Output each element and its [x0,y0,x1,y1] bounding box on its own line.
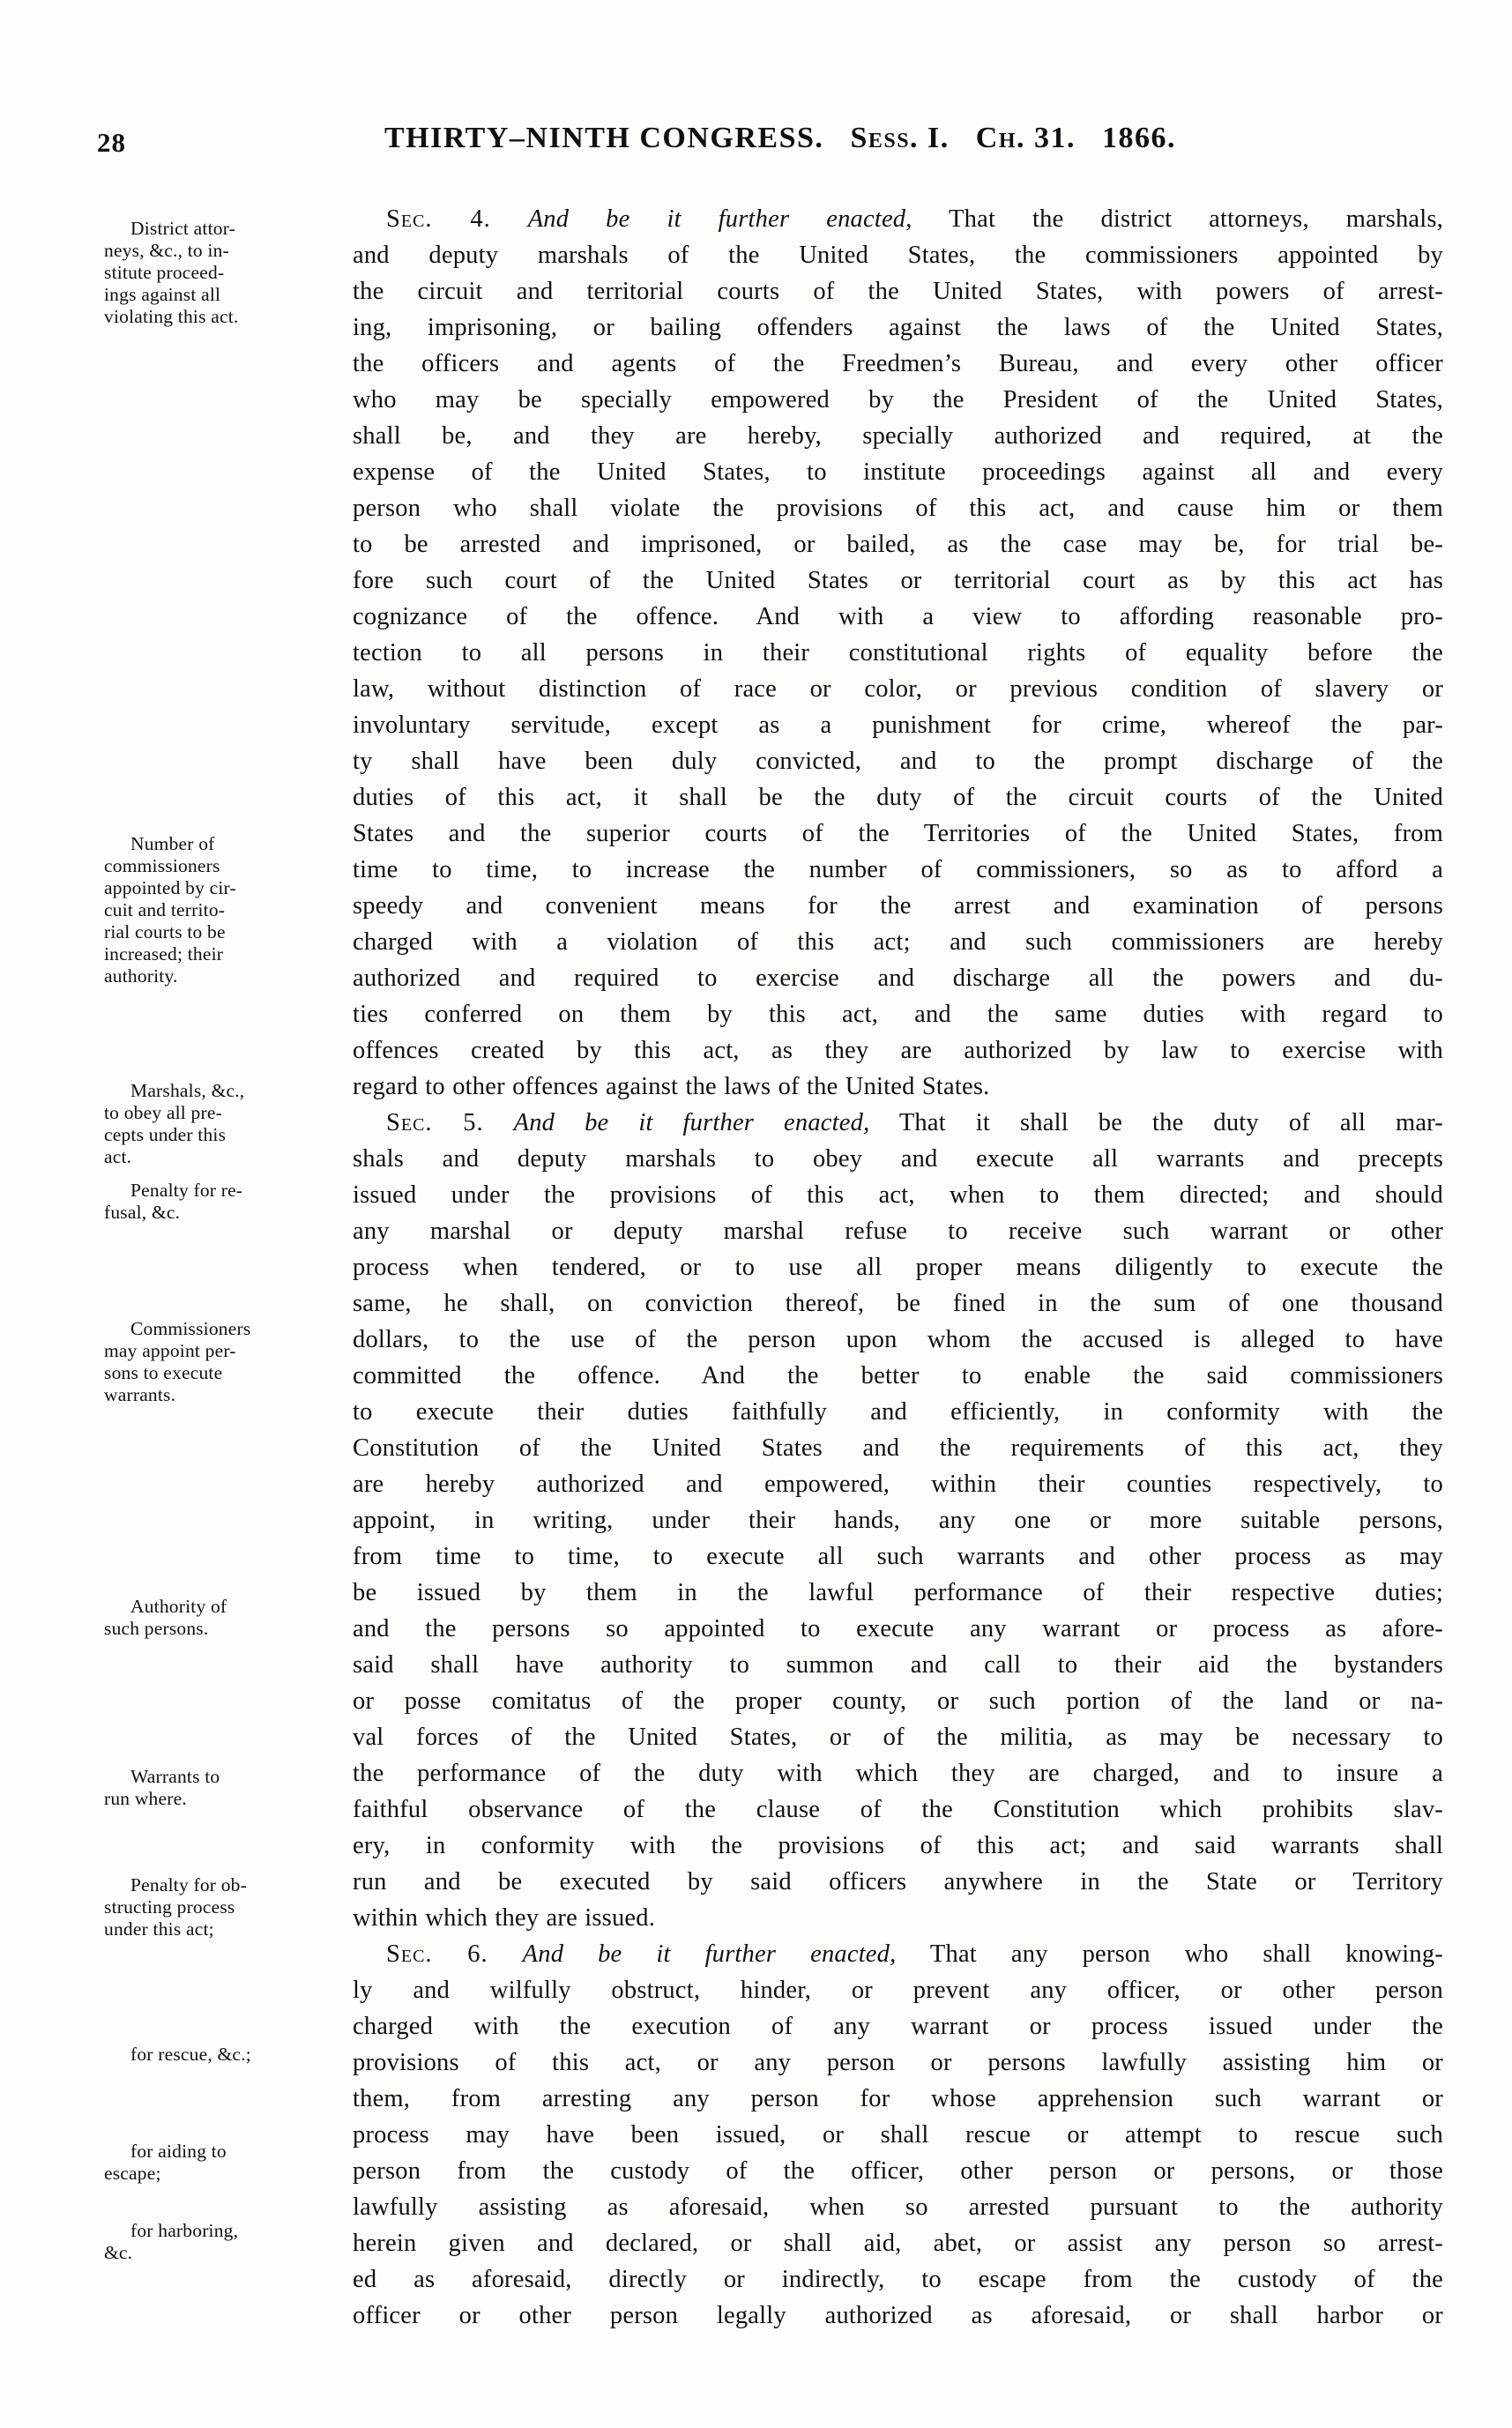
margin-note [104,2141,360,2185]
body-line: involuntary servitude, except as a punishment for crime, whereof the par- [353,711,1443,739]
body-line: them, from arresting any person for whose apprehension such warrant or [353,2085,1443,2112]
margin-note-line: cuit and territo- [104,899,226,920]
body-line: and deputy marshals of the United States, the commissioners appointed by [353,242,1443,269]
margin-note-line: Penalty for re- [130,1180,243,1201]
enacting-phrase: And be it further enacted, [513,1109,870,1136]
margin-note-line: escape; [104,2163,161,2184]
body-line: within which they are issued. [353,1904,656,1932]
body-line: Constitution of the United States and the requirements of this act, they [353,1434,1443,1462]
section-label: Sec. 6. [386,1940,488,1968]
body-line: shals and deputy marshals to obey and execute all warrants and precepts [353,1145,1443,1173]
margin-note-line: Number of [130,833,215,854]
body-line: speedy and convenient means for the arrest and examination of persons [353,892,1443,920]
margin-note-line: increased; their [104,943,224,964]
margin-note-line: commissioners [104,855,220,876]
body-line: officer or other person legally authorized as aforesaid, or shall harbor or [353,2302,1443,2329]
body-line: from time to time, to execute all such warrants and other process as may [353,1543,1443,1570]
margin-note [104,1874,360,1940]
body-line: the circuit and territorial courts of the United States, with powers of arrest- [353,278,1443,305]
margin-note-line: appointed by cir- [104,877,236,898]
section-label: Sec. 4. [386,205,491,233]
body-line: duties of this act, it shall be the duty of the circuit courts of the United [353,784,1443,811]
margin-note-line: sons to execute [104,1362,223,1383]
body-line: ed as aforesaid, directly or indirectly, to escape from the custody of the [353,2266,1443,2293]
margin-note-line: for harboring, [130,2220,239,2241]
body-line: process when tendered, or to use all proper means diligently to execute the [353,1254,1443,1281]
margin-note [104,2044,360,2066]
body-line: shall be, and they are hereby, specially authorized and required, at the [353,422,1443,450]
margin-note-line: to obey all pre- [104,1102,222,1123]
page-number: 28 [97,127,126,158]
enacting-phrase: And be it further enacted, [522,1940,897,1968]
margin-note-line: Marshals, &c., [130,1080,245,1101]
margin-note-line: such persons. [104,1618,209,1639]
body-line: process may have been issued, or shall rescue or attempt to rescue such [353,2121,1443,2149]
margin-note-line: for rescue, &c.; [130,2044,251,2065]
margin-note-line: under this act; [104,1918,214,1940]
body-line: person from the custody of the officer, other person or persons, or those [353,2157,1443,2185]
body-line [353,1105,1443,1141]
chapter-label: Ch. 31. [975,122,1076,154]
margin-note-line: neys, &c., to in- [104,240,229,261]
margin-note [104,1180,360,1224]
body-line: run and be executed by said officers anywhere in the State or Territory [353,1868,1443,1895]
session-label: Sess. I. [850,122,950,154]
margin-note [104,1080,360,1168]
margin-note-line: warrants. [104,1384,176,1405]
margin-note-line: rial courts to be [104,921,226,942]
year-label: 1866. [1102,122,1177,154]
body-line: said shall have authority to summon and call to their aid the bystanders [353,1651,1443,1679]
running-title [300,122,1261,155]
body-line: ties conferred on them by this act, and the same duties with regard to [353,1001,1443,1028]
margin-note [104,2220,360,2264]
body-line: val forces of the United States, or of the militia, as may be necessary to [353,1724,1443,1751]
margin-note [104,1596,360,1640]
body-line: time to time, to increase the number of commissioners, so as to afford a [353,856,1443,883]
body-line: charged with the execution of any warrant or process issued under the [353,2013,1443,2040]
body-line: ery, in conformity with the provisions of this act; and said warrants shall [353,1832,1443,1859]
margin-note-line: authority. [104,965,178,987]
margin-note-line: fusal, &c. [104,1202,181,1223]
body-line: herein given and declared, or shall aid, abet, or assist any person so arrest- [353,2230,1443,2257]
margin-note-line: violating this act. [104,306,239,327]
body-text: That any person who shall knowing- [896,1940,1443,1968]
margin-note [104,218,360,328]
body-line: the performance of the duty with which they are charged, and to insure a [353,1760,1443,1787]
body-line: law, without distinction of race or color, or previous condition of slavery or [353,675,1443,703]
margin-note-line: run where. [104,1788,187,1809]
margin-note-line: Commissioners [130,1318,251,1339]
body-line: the officers and agents of the Freedmen’s Bureau, and every other officer [353,350,1443,377]
enacting-phrase: And be it further enacted, [527,205,912,233]
body-line: lawfully assisting as aforesaid, when so arrested pursuant to the authority [353,2193,1443,2221]
margin-note [104,1766,360,1810]
statute-body-text [353,201,1443,2334]
body-line: expense of the United States, to institute proceedings against all and every [353,458,1443,486]
body-line [353,1936,1443,1972]
body-line: States and the superior courts of the Territories of the United States, from [353,820,1443,847]
body-line [353,201,1443,237]
body-line: are hereby authorized and empowered, within their counties respectively, to [353,1471,1443,1498]
body-text: That it shall be the duty of all mar- [869,1109,1443,1136]
margin-note-line: ings against all [104,284,221,305]
body-line: person who shall violate the provisions of this act, and cause him or them [353,495,1443,522]
body-line: or posse comitatus of the proper county, or such portion of the land or na- [353,1687,1443,1715]
body-line: any marshal or deputy marshal refuse to receive such warrant or other [353,1218,1443,1245]
margin-note-line: act. [104,1146,132,1167]
body-line: dollars, to the use of the person upon whom the accused is alleged to have [353,1326,1443,1353]
body-line: same, he shall, on conviction thereof, be fined in the sum of one thousand [353,1290,1443,1317]
body-line: committed the offence. And the better to enable the said commissioners [353,1362,1443,1389]
body-line: fore such court of the United States or territorial court as by this act has [353,567,1443,594]
body-line: be issued by them in the lawful performance of their respective duties; [353,1579,1443,1606]
margin-note-line: District attor- [130,218,235,239]
section-label: Sec. 5. [386,1109,484,1136]
margin-note-line: may appoint per- [104,1340,236,1361]
body-line: charged with a violation of this act; and such commissioners are hereby [353,928,1443,956]
margin-note [104,833,360,987]
body-line: issued under the provisions of this act, when to them directed; and should [353,1181,1443,1209]
body-line: to be arrested and imprisoned, or bailed, as the case may be, for trial be- [353,531,1443,558]
margin-note-line: Penalty for ob- [130,1874,247,1895]
margin-note-line: structing process [104,1896,235,1918]
margin-note [104,1318,360,1406]
body-line: faithful observance of the clause of the Constitution which prohibits slav- [353,1796,1443,1823]
margin-note-line: cepts under this [104,1124,227,1145]
body-text [488,1940,523,1968]
margin-note-line: stitute proceed- [104,262,225,283]
body-line: tection to all persons in their constitutional rights of equality before the [353,639,1443,667]
body-line: who may be specially empowered by the President of the United States, [353,386,1443,413]
body-text [484,1109,514,1136]
body-line: cognizance of the offence. And with a view to affording reasonable pro- [353,603,1443,630]
body-line: regard to other offences against the laws of the United States. [353,1073,990,1100]
margin-note-line: &c. [104,2242,133,2263]
body-line: appoint, in writing, under their hands, any one or more suitable persons, [353,1507,1443,1534]
body-line: ly and wilfully obstruct, hinder, or prevent any officer, or other person [353,1977,1443,2004]
page-header [0,122,1512,166]
body-line: ty shall have been duly convicted, and to the prompt discharge of the [353,748,1443,775]
margin-note-line: for aiding to [130,2141,227,2162]
body-line: provisions of this act, or any person or persons lawfully assisting him or [353,2049,1443,2076]
congress-title: THIRTY–NINTH CONGRESS. [384,122,824,154]
body-line: and the persons so appointed to execute any warrant or process as afore- [353,1615,1443,1642]
body-line: offences created by this act, as they are authorized by law to exercise with [353,1037,1443,1064]
body-line: to execute their duties faithfully and efficiently, in conformity with the [353,1398,1443,1426]
body-text: That the district attorneys, marshals, [912,205,1443,233]
body-text [491,205,528,233]
body-line: authorized and required to exercise and discharge all the powers and du- [353,964,1443,992]
body-line: ing, imprisoning, or bailing offenders against the laws of the United States, [353,314,1443,341]
margin-note-line: Warrants to [130,1766,220,1787]
margin-note-line: Authority of [130,1596,227,1617]
